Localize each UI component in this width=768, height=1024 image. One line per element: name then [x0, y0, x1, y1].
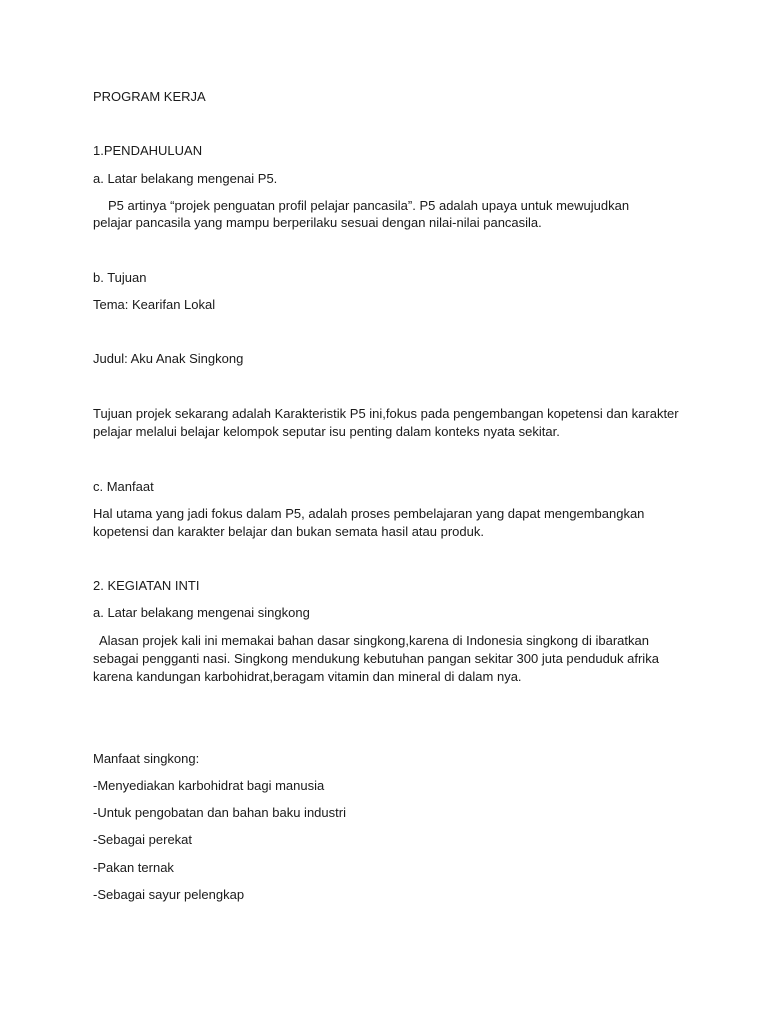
section-2-heading: 2. KEGIATAN INTI — [93, 578, 200, 593]
section-1a-paragraph-line: pelajar pancasila yang mampu berperilaku sesuai dengan nilai-nilai pancasila. — [93, 215, 542, 230]
document-title: PROGRAM KERJA — [93, 89, 206, 104]
section-1a-heading: a. Latar belakang mengenai P5. — [93, 171, 278, 186]
list-item: -Sebagai perekat — [93, 832, 193, 847]
judul-line: Judul: Aku Anak Singkong — [93, 351, 244, 366]
section-1b-heading: b. Tujuan — [93, 270, 147, 285]
section-1-heading: 1.PENDAHULUAN — [93, 143, 203, 158]
list-item: -Menyediakan karbohidrat bagi manusia — [93, 778, 325, 793]
section-2a-heading: a. Latar belakang mengenai singkong — [93, 605, 310, 620]
section-1b-paragraph-line: pelajar melalui belajar kelompok seputar isu penting dalam konteks nyata sekitar. — [93, 424, 560, 439]
list-item: -Untuk pengobatan dan bahan baku industri — [93, 805, 346, 820]
list-item: -Pakan ternak — [93, 860, 174, 875]
list-item: -Sebagai sayur pelengkap — [93, 887, 245, 902]
section-2a-paragraph-line: sebagai pengganti nasi. Singkong mendukung kebutuhan pangan sekitar 300 juta penduduk afrika — [93, 651, 659, 666]
section-2a-paragraph-line: karena kandungan karbohidrat,beragam vitamin dan mineral di dalam nya. — [93, 669, 522, 684]
tema-line: Tema: Kearifan Lokal — [93, 297, 216, 312]
section-1b-paragraph-line: Tujuan projek sekarang adalah Karakteristik P5 ini,fokus pada pengembangan kopetensi dan karakter — [93, 406, 679, 421]
section-2a-paragraph-line: Alasan projek kali ini memakai bahan dasar singkong,karena di Indonesia singkong di ibaratkan — [99, 633, 649, 648]
section-1c-paragraph-line: kopetensi dan karakter belajar dan bukan semata hasil atau produk. — [93, 524, 484, 539]
section-1c-heading: c. Manfaat — [93, 479, 154, 494]
section-1a-paragraph-line: P5 artinya “projek penguatan profil pelajar pancasila”. P5 adalah upaya untuk mewujudkan — [108, 198, 630, 213]
section-1c-paragraph-line: Hal utama yang jadi fokus dalam P5, adalah proses pembelajaran yang dapat mengembangkan — [93, 506, 645, 521]
manfaat-singkong-heading: Manfaat singkong: — [93, 751, 200, 766]
